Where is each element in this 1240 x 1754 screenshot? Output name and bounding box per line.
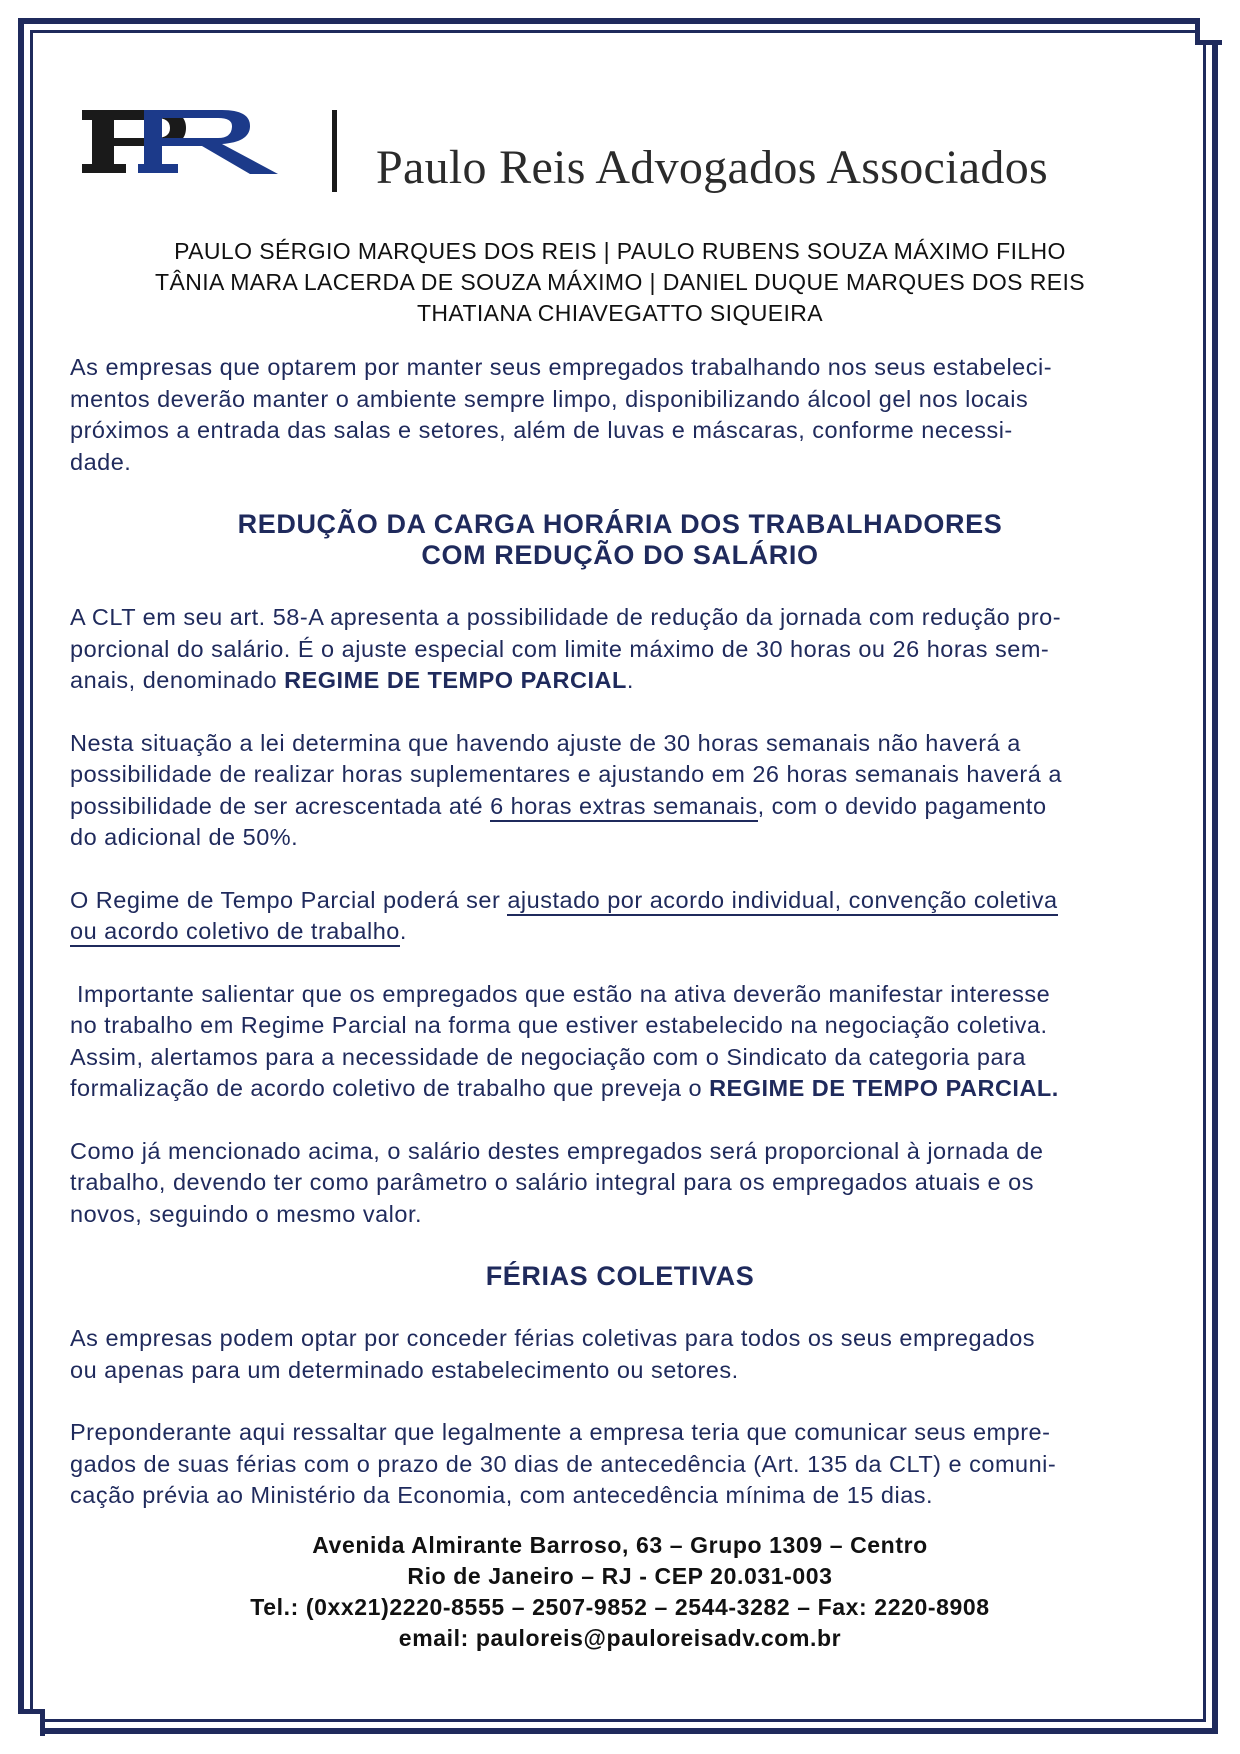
text-line: Preponderante aqui ressaltar que legalmente a empresa teria que comunicar seus empre-: [70, 1419, 1051, 1445]
underlined-text: ajustado por acordo individual, convenção coletiva: [507, 887, 1057, 916]
text-line: Como já mencionado acima, o salário destes empregados será proporcional à jornada de: [70, 1137, 1044, 1164]
emphasis-text: REGIME DE TEMPO PARCIAL: [284, 667, 627, 693]
heading-line: COM REDUÇÃO DO SALÁRIO: [421, 540, 819, 570]
partners-line: PAULO SÉRGIO MARQUES DOS REIS | PAULO RUBENS SOUZA MÁXIMO FILHO: [174, 238, 1066, 264]
section-heading-vacation: [70, 1261, 1170, 1292]
text-line: próximos a entrada das salas e setores, além de luvas e máscaras, conforme necessi-: [70, 417, 1013, 443]
footer-address: Avenida Almirante Barroso, 63 – Grupo 1309 – Centro: [312, 1532, 928, 1558]
text-line: dade.: [70, 448, 132, 475]
text-run: O Regime de Tempo Parcial poderá ser: [70, 886, 508, 913]
text-line: possibilidade de realizar horas suplementares e ajustando em 26 horas semanais haverá a: [70, 761, 1062, 787]
emphasis-text: REGIME DE TEMPO PARCIAL.: [709, 1075, 1059, 1101]
text-line: [70, 916, 1170, 948]
partners-list: [70, 236, 1170, 329]
paragraph-salary: [70, 1136, 1170, 1231]
text-line: gados de suas férias com o prazo de 30 dias de antecedência (Art. 135 da CLT) e comuni-: [70, 1450, 1057, 1477]
pr-monogram-logo: [82, 108, 282, 180]
text-line: mentos deverão manter o ambiente sempre limpo, disponibilizando álcool gel nos locais: [70, 385, 1029, 412]
text-line: cação prévia ao Ministério da Economia, com antecedência mínima de 15 dias.: [70, 1482, 934, 1508]
text-line: Importante salientar que os empregados que estão na ativa deverão manifestar interesse: [70, 980, 1051, 1007]
paragraph-important: [70, 979, 1170, 1105]
text-line: [70, 665, 1170, 697]
text-run: formalização de acordo coletivo de trabalho que preveja o: [70, 1075, 710, 1101]
partners-line: TÂNIA MARA LACERDA DE SOUZA MÁXIMO | DANIEL DUQUE MARQUES DOS REIS: [155, 269, 1085, 295]
text-run: possibilidade de ser acrescentada até: [70, 792, 491, 819]
text-line: [70, 1073, 1170, 1105]
text-line: porcional do salário. É o ajuste especial com limite máximo de 30 horas ou 26 horas sem-: [70, 635, 1050, 662]
heading-line: FÉRIAS COLETIVAS: [485, 1261, 755, 1291]
text-line: [70, 791, 1170, 823]
paragraph-clt: [70, 602, 1170, 697]
contact-footer: [70, 1530, 1170, 1654]
logo-divider: [332, 110, 337, 192]
paragraph-hygiene: [70, 352, 1170, 478]
paragraph-vacation-option: [70, 1323, 1170, 1386]
paragraph-overtime: [70, 728, 1170, 854]
footer-city: Rio de Janeiro – RJ - CEP 20.031-003: [407, 1563, 833, 1589]
border-corner-top-right: [1195, 18, 1222, 45]
footer-email: email: pauloreis@pauloreisadv.com.br: [398, 1625, 842, 1651]
firm-name: Paulo Reis Advogados Associados: [376, 141, 1048, 194]
text-line: ou apenas para um determinado estabelecimento ou setores.: [70, 1356, 739, 1383]
document-body: [70, 352, 1170, 1543]
text-run: anais, denominado: [70, 667, 285, 693]
text-line: do adicional de 50%.: [70, 824, 299, 850]
text-line: A CLT em seu art. 58-A apresenta a possibilidade de redução da jornada com redução pro-: [70, 604, 1062, 630]
underlined-text: 6 horas extras semanais: [490, 793, 758, 822]
text-line: no trabalho em Regime Parcial na forma que estiver estabelecido na negociação coletiva.: [70, 1012, 1048, 1038]
paragraph-vacation-notice: [70, 1417, 1170, 1512]
letterhead-logo: [82, 100, 1162, 200]
underlined-text: ou acordo coletivo de trabalho: [70, 918, 400, 947]
text-line: Assim, alertamos para a necessidade de negociação com o Sindicato da categoria para: [70, 1043, 1026, 1070]
partners-line: THATIANA CHIAVEGATTO SIQUEIRA: [416, 300, 824, 326]
footer-phones: Tel.: (0xx21)2220-8555 – 2507-9852 – 2544-3282 – Fax: 2220-8908: [250, 1594, 990, 1620]
paragraph-agreement: [70, 885, 1170, 948]
border-corner-bottom-left: [18, 1709, 45, 1736]
heading-line: REDUÇÃO DA CARGA HORÁRIA DOS TRABALHADORES: [237, 509, 1003, 539]
text-run: .: [399, 918, 407, 944]
text-line: As empresas que optarem por manter seus empregados trabalhando nos seus estabeleci-: [70, 354, 1053, 380]
text-run: , com o devido pagamento: [757, 792, 1047, 819]
text-line: novos, seguindo o mesmo valor.: [70, 1200, 423, 1227]
text-line: Nesta situação a lei determina que havendo ajuste de 30 horas semanais não haverá a: [70, 729, 1021, 756]
text-line: As empresas podem optar por conceder férias coletivas para todos os seus empregados: [70, 1325, 1036, 1351]
section-heading-reduction: [70, 509, 1170, 571]
text-run: .: [626, 667, 634, 693]
text-line: trabalho, devendo ter como parâmetro o salário integral para os empregados atuais e os: [70, 1169, 1034, 1195]
text-line: [70, 885, 1170, 917]
